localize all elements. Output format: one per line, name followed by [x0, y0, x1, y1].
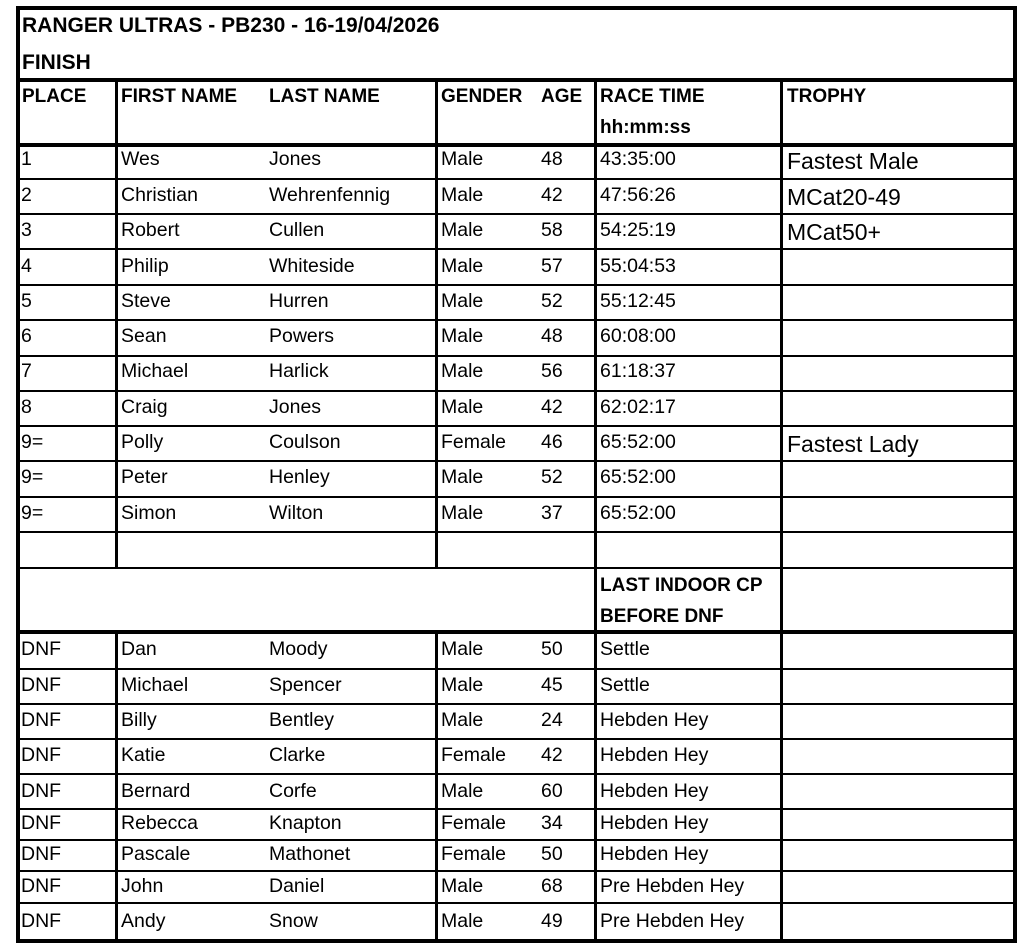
last-name-cell: Powers — [269, 325, 335, 347]
grid-line — [18, 773, 1015, 775]
first-name-cell: Michael — [121, 674, 189, 696]
age-cell: 24 — [541, 709, 563, 731]
header-race-time-format: hh:mm:ss — [600, 117, 691, 138]
place-cell: 2 — [21, 184, 32, 206]
gender-cell: Female — [441, 744, 507, 766]
age-cell: 45 — [541, 674, 563, 696]
last-name-cell: Daniel — [269, 875, 325, 897]
last-checkpoint-cell: Hebden Hey — [600, 780, 709, 802]
first-name-cell: Andy — [121, 910, 166, 932]
grid-line — [18, 213, 1015, 215]
last-name-cell: Wehrenfennig — [269, 184, 391, 206]
last-name-cell: Harlick — [269, 360, 329, 382]
header-place: PLACE — [22, 86, 87, 107]
gender-cell: Male — [441, 255, 484, 277]
place-cell: DNF — [21, 875, 62, 897]
last-name-cell: Whiteside — [269, 255, 355, 277]
last-name-cell: Clarke — [269, 744, 326, 766]
grid-line — [18, 460, 1015, 462]
first-name-cell: Bernard — [121, 780, 191, 802]
age-cell: 42 — [541, 184, 563, 206]
age-cell: 48 — [541, 325, 563, 347]
grid-line — [18, 390, 1015, 392]
grid-line — [115, 632, 118, 941]
sheet-title: RANGER ULTRAS - PB230 - 16-19/04/2026 — [22, 14, 440, 37]
grid-line — [18, 870, 1015, 872]
first-name-cell: Rebecca — [121, 812, 198, 834]
last-checkpoint-cell: Hebden Hey — [600, 843, 709, 865]
first-name-cell: Michael — [121, 360, 189, 382]
gender-cell: Male — [441, 396, 484, 418]
race-time-cell: 65:52:00 — [600, 466, 676, 488]
age-cell: 68 — [541, 875, 563, 897]
header-age: AGE — [541, 86, 583, 107]
age-cell: 57 — [541, 255, 563, 277]
gender-cell: Male — [441, 184, 484, 206]
age-cell: 52 — [541, 290, 563, 312]
last-name-cell: Hurren — [269, 290, 329, 312]
gender-cell: Female — [441, 431, 507, 453]
last-checkpoint-cell: Settle — [600, 674, 650, 696]
grid-line — [18, 178, 1015, 180]
race-time-cell: 65:52:00 — [600, 431, 676, 453]
place-cell: 7 — [21, 360, 32, 382]
header-gender: GENDER — [441, 86, 523, 107]
last-name-cell: Mathonet — [269, 843, 351, 865]
age-cell: 50 — [541, 638, 563, 660]
place-cell: 5 — [21, 290, 32, 312]
grid-line — [18, 902, 1015, 904]
place-cell: DNF — [21, 910, 62, 932]
first-name-cell: Peter — [121, 466, 168, 488]
race-time-cell: 60:08:00 — [600, 325, 676, 347]
place-cell: 4 — [21, 255, 32, 277]
last-checkpoint-cell: Hebden Hey — [600, 744, 709, 766]
last-name-cell: Snow — [269, 910, 318, 932]
header-first-name: FIRST NAME — [121, 86, 238, 107]
grid-line — [594, 82, 597, 941]
age-cell: 49 — [541, 910, 563, 932]
trophy-cell: Fastest Lady — [787, 431, 919, 457]
gender-cell: Male — [441, 910, 484, 932]
race-time-cell: 65:52:00 — [600, 502, 676, 524]
gender-cell: Male — [441, 219, 484, 241]
last-checkpoint-cell: Pre Hebden Hey — [600, 875, 745, 897]
last-name-cell: Moody — [269, 638, 328, 660]
trophy-cell: MCat50+ — [787, 219, 881, 245]
grid-line — [18, 78, 1015, 82]
first-name-cell: Craig — [121, 396, 168, 418]
race-time-cell: 47:56:26 — [600, 184, 676, 206]
first-name-cell: Dan — [121, 638, 157, 660]
grid-line — [18, 668, 1015, 670]
race-time-cell: 54:25:19 — [600, 219, 676, 241]
place-cell: 6 — [21, 325, 32, 347]
first-name-cell: John — [121, 875, 164, 897]
grid-line — [18, 738, 1015, 740]
gender-cell: Male — [441, 360, 484, 382]
grid-line — [18, 496, 1015, 498]
age-cell: 46 — [541, 431, 563, 453]
last-name-cell: Coulson — [269, 431, 341, 453]
first-name-cell: Simon — [121, 502, 177, 524]
place-cell: 9= — [21, 502, 44, 524]
grid-line — [18, 808, 1015, 810]
last-name-cell: Jones — [269, 148, 322, 170]
first-name-cell: Billy — [121, 709, 157, 731]
last-name-cell: Bentley — [269, 709, 335, 731]
place-cell: DNF — [21, 744, 62, 766]
first-name-cell: Robert — [121, 219, 180, 241]
first-name-cell: Wes — [121, 148, 160, 170]
trophy-cell: Fastest Male — [787, 148, 919, 174]
gender-cell: Male — [441, 674, 484, 696]
first-name-cell: Philip — [121, 255, 169, 277]
grid-line — [18, 6, 1015, 10]
age-cell: 52 — [541, 466, 563, 488]
grid-line — [18, 567, 1015, 569]
place-cell: DNF — [21, 709, 62, 731]
age-cell: 34 — [541, 812, 563, 834]
first-name-cell: Christian — [121, 184, 198, 206]
place-cell: DNF — [21, 780, 62, 802]
grid-line — [18, 284, 1015, 286]
age-cell: 50 — [541, 843, 563, 865]
first-name-cell: Pascale — [121, 843, 191, 865]
age-cell: 37 — [541, 502, 563, 524]
place-cell: DNF — [21, 638, 62, 660]
gender-cell: Male — [441, 502, 484, 524]
gender-cell: Female — [441, 843, 507, 865]
gender-cell: Male — [441, 875, 484, 897]
age-cell: 56 — [541, 360, 563, 382]
place-cell: 9= — [21, 431, 44, 453]
race-time-cell: 62:02:17 — [600, 396, 676, 418]
grid-line — [18, 939, 1015, 943]
place-cell: 3 — [21, 219, 32, 241]
last-name-cell: Spencer — [269, 674, 342, 696]
place-cell: 1 — [21, 148, 32, 170]
grid-line — [18, 355, 1015, 357]
place-cell: DNF — [21, 843, 62, 865]
last-name-cell: Wilton — [269, 502, 324, 524]
last-name-cell: Jones — [269, 396, 322, 418]
grid-line — [780, 82, 783, 941]
gender-cell: Male — [441, 466, 484, 488]
race-time-cell: 55:04:53 — [600, 255, 676, 277]
sheet-subtitle: FINISH — [22, 51, 91, 74]
place-cell: 9= — [21, 466, 44, 488]
grid-line — [18, 630, 1015, 634]
gender-cell: Male — [441, 638, 484, 660]
place-cell: DNF — [21, 812, 62, 834]
dnf-header-line2: BEFORE DNF — [600, 606, 724, 627]
grid-line — [18, 319, 1015, 321]
trophy-cell: MCat20-49 — [787, 184, 901, 210]
first-name-cell: Sean — [121, 325, 167, 347]
age-cell: 42 — [541, 744, 563, 766]
last-checkpoint-cell: Hebden Hey — [600, 812, 709, 834]
last-name-cell: Knapton — [269, 812, 342, 834]
grid-line — [18, 248, 1015, 250]
dnf-header-line1: LAST INDOOR CP — [600, 575, 763, 596]
last-name-cell: Corfe — [269, 780, 317, 802]
age-cell: 60 — [541, 780, 563, 802]
place-cell: DNF — [21, 674, 62, 696]
age-cell: 48 — [541, 148, 563, 170]
grid-line — [18, 839, 1015, 841]
grid-line — [18, 703, 1015, 705]
last-checkpoint-cell: Settle — [600, 638, 650, 660]
header-trophy: TROPHY — [787, 86, 867, 107]
gender-cell: Male — [441, 780, 484, 802]
header-last-name: LAST NAME — [269, 86, 380, 107]
grid-line — [435, 82, 438, 568]
grid-line — [18, 425, 1015, 427]
grid-line — [18, 531, 1015, 533]
gender-cell: Male — [441, 325, 484, 347]
grid-line — [115, 82, 118, 568]
gender-cell: Male — [441, 709, 484, 731]
race-time-cell: 61:18:37 — [600, 360, 676, 382]
first-name-cell: Steve — [121, 290, 171, 312]
last-name-cell: Henley — [269, 466, 330, 488]
grid-line — [435, 632, 438, 941]
gender-cell: Male — [441, 148, 484, 170]
grid-line — [18, 143, 1015, 147]
header-race-time: RACE TIME — [600, 86, 705, 107]
race-time-cell: 55:12:45 — [600, 290, 676, 312]
last-name-cell: Cullen — [269, 219, 325, 241]
first-name-cell: Katie — [121, 744, 166, 766]
last-checkpoint-cell: Hebden Hey — [600, 709, 709, 731]
first-name-cell: Polly — [121, 431, 164, 453]
gender-cell: Female — [441, 812, 507, 834]
place-cell: 8 — [21, 396, 32, 418]
gender-cell: Male — [441, 290, 484, 312]
age-cell: 58 — [541, 219, 563, 241]
age-cell: 42 — [541, 396, 563, 418]
last-checkpoint-cell: Pre Hebden Hey — [600, 910, 745, 932]
race-time-cell: 43:35:00 — [600, 148, 676, 170]
